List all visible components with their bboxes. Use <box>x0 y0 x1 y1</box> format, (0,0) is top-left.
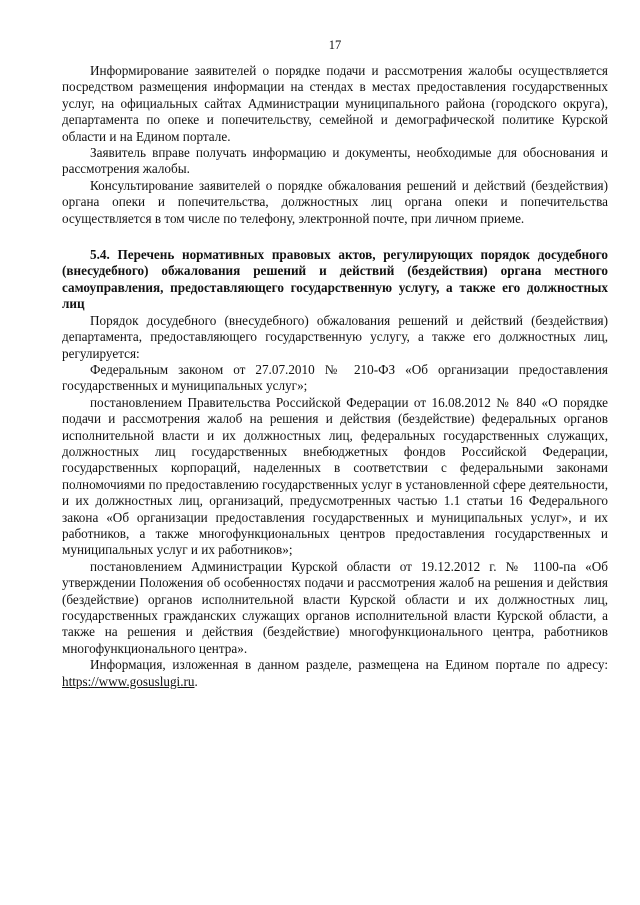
paragraph-federal-law: Федеральным законом от 27.07.2010 № 210-ФЗ «Об организации предоставления государственных и муниципальных услуг»; <box>62 361 608 394</box>
section-heading-5-4: 5.4. Перечень нормативных правовых актов, регулирующих порядок досудебного (внесудебного) обжалования решений и действий (бездействия) органа местного самоуправления, предоставляющего государственную услугу, а также его должностных лиц <box>62 247 608 312</box>
portal-info-suffix: . <box>194 673 198 689</box>
page-number: 17 <box>328 38 342 52</box>
paragraph-consulting: Консультирование заявителей о порядке обжалования решений и действий (бездействия) органа опеки и попечительства, должностных лиц органа опеки и попечительства осуществляется в том числе по телефону, электронной почте, при личном приеме. <box>62 177 608 226</box>
paragraph-regulation-intro: Порядок досудебного (внесудебного) обжалования решений и действий (бездействия) департамента, предоставляющего государственную услугу, а также его должностных лиц, регулируется: <box>62 312 608 361</box>
portal-link[interactable]: https://www.gosuslugi.ru <box>62 673 195 689</box>
paragraph-informing: Информирование заявителей о порядке подачи и рассмотрения жалобы осуществляется посредством размещения информации на стендах в местах предоставления государственных услуг, на официальных сайтах Администрации муниципального района (городского округа), департамента по опеке и попечительству, семейной и демографической политике Курской области и на Едином портале. <box>62 63 608 144</box>
paragraph-kursk-decree: постановлением Администрации Курской области от 19.12.2012 г. № 1100-па «Об утверждении Положения об особенностях подачи и рассмотрения жалоб на решения и действия (бездействие) органов исполнительной власти Курской области и их должностных лиц, государственных гражданских служащих органов исполнительной власти Курской области, а также на решения и действия (бездействие) многофункционального центра, работников многофункционального центра». <box>62 558 608 656</box>
portal-info-text: Информация, изложенная в данном разделе, размещена на Едином портале по адресу: <box>90 657 608 673</box>
paragraph-portal-info <box>62 657 608 690</box>
paragraph-government-decree: постановлением Правительства Российской Федерации от 16.08.2012 № 840 «О порядке подачи и рассмотрения жалоб на решения и действия (бездействие) федеральных органов исполнительной власти и их должностных лиц, федеральных государственных служащих, должностных лиц государственных внебюджетных фондов Российской Федерации, государственных корпораций, наделенных в соответствии с федеральными законами полномочиями по предоставлению государственных услуг в установленной сфере деятельности, и их должностных лиц, организаций, предусмотренных частью 1.1 статьи 16 Федерального закона «Об организации предоставления государственных и муниципальных услуг», и их работников, а также многофункциональных центров предоставления государственных и муниципальных услуг и их работников»; <box>62 394 608 558</box>
paragraph-applicant-rights: Заявитель вправе получать информацию и документы, необходимые для обоснования и рассмотрения жалобы. <box>62 145 608 177</box>
